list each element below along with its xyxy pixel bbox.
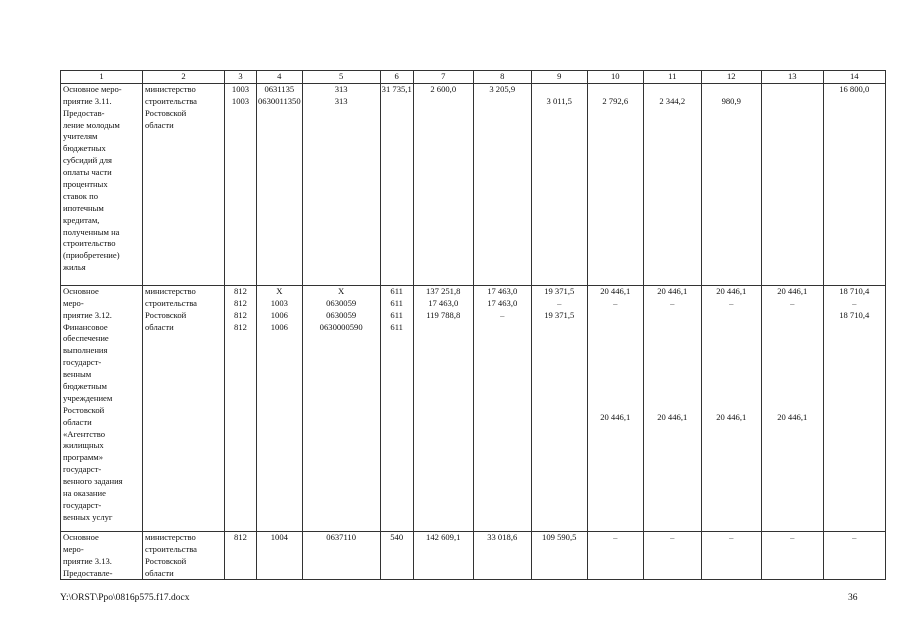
header-cell: 6 — [380, 71, 413, 84]
cell-value: 1006 — [270, 321, 288, 332]
value-cell — [473, 285, 531, 531]
cell-value: 137 251,8 — [426, 285, 461, 296]
dash-cell-value: – — [670, 531, 675, 542]
header-cell: 14 — [823, 71, 885, 84]
dash-cell-value: – — [790, 297, 795, 308]
cell-text-line: Ростовской — [63, 404, 105, 415]
value-cell — [225, 531, 257, 580]
cell-value: 980,9 — [721, 95, 741, 106]
cell-text-line: строительства — [145, 543, 197, 554]
dash-cell-value: – — [613, 297, 618, 308]
header-cell: 1 — [61, 71, 143, 84]
cell-text-line: приятие 3.12. — [63, 309, 112, 320]
cell-value: 2 344,2 — [659, 95, 686, 106]
cell-value: 20 446,1 — [600, 411, 631, 422]
cell-text-line: государст- — [63, 464, 102, 475]
cell-value: 1003 — [231, 95, 250, 106]
value-cell — [531, 285, 587, 531]
cell-value: 313 — [334, 83, 348, 94]
empty-line — [645, 84, 700, 96]
cell-value: 18 710,4 — [839, 309, 870, 320]
cell-value: 611 — [390, 297, 403, 308]
empty-line — [703, 310, 760, 322]
cell-text-line: Ростовской — [145, 309, 187, 320]
empty-line — [825, 96, 884, 108]
cell-value: 1003 — [231, 83, 250, 94]
document-path: Y:\ORST\Ppo\0816p575.f17.docx — [60, 593, 190, 603]
header-cell: 9 — [531, 71, 587, 84]
cell-value: 0631135 — [264, 83, 295, 94]
value-cell — [643, 83, 701, 285]
cell-text-line: учителям — [63, 131, 98, 142]
cell-text-line: меро- — [63, 543, 84, 554]
cell-value: 812 — [234, 297, 247, 308]
cell-value: 812 — [234, 285, 247, 296]
value-cell — [761, 531, 823, 580]
header-cell: 12 — [701, 71, 761, 84]
cell-value: 20 446,1 — [600, 285, 631, 296]
cell-value: 3 205,9 — [489, 83, 516, 94]
table-row — [61, 285, 886, 531]
value-cell — [257, 83, 303, 285]
cell-value: 109 590,5 — [542, 531, 577, 542]
value-cell — [257, 531, 303, 580]
value-cell — [302, 285, 380, 531]
activity-name-cell — [61, 531, 143, 580]
cell-value: 20 446,1 — [716, 285, 747, 296]
cell-text-line: на оказание — [63, 488, 106, 499]
cell-text-line: Основное меро- — [63, 83, 122, 94]
empty-line — [825, 322, 884, 334]
value-cell — [701, 83, 761, 285]
cell-value: 31 735,1 — [381, 83, 412, 94]
cell-value: 3 011,5 — [546, 95, 572, 106]
cell-text-line: Основное — [63, 285, 99, 296]
cell-text-line: жилья — [63, 262, 86, 273]
value-cell — [761, 285, 823, 531]
value-cell — [643, 285, 701, 531]
cell-text-line: бюджетных — [63, 143, 106, 154]
cell-text-line: венных услуг — [63, 511, 113, 522]
value-cell — [587, 285, 643, 531]
value-cell — [761, 83, 823, 285]
cell-text-line: кредитам, — [63, 214, 100, 225]
value-cell — [380, 83, 413, 285]
cell-value: 2 600,0 — [430, 83, 457, 94]
cell-value: 20 446,1 — [777, 285, 808, 296]
cell-value: 0630059 — [326, 297, 357, 308]
cell-text-line: процентных — [63, 179, 108, 190]
cell-text-line: ставок по — [63, 190, 99, 201]
empty-line — [589, 84, 642, 96]
value-cell — [413, 531, 473, 580]
cell-text-line: области — [145, 119, 174, 130]
cell-text-line: обеспечение — [63, 333, 109, 344]
value-cell — [302, 531, 380, 580]
cell-value: 33 018,6 — [487, 531, 518, 542]
cell-text-line: жилищных — [63, 440, 104, 451]
cell-value: 611 — [390, 309, 403, 320]
dash-cell-value: – — [790, 531, 795, 542]
cell-value: 0630059 — [326, 309, 357, 320]
empty-line — [763, 84, 822, 96]
cell-text-line: ление молодым — [63, 119, 120, 130]
cell-text-line: государст- — [63, 357, 102, 368]
cell-text-line: Ростовской — [145, 555, 187, 566]
value-cell — [587, 83, 643, 285]
empty-line — [645, 310, 700, 322]
empty-line — [533, 322, 586, 334]
cell-text-line: программ» — [63, 452, 104, 463]
value-cell — [225, 83, 257, 285]
cell-text-line: полученным на — [63, 226, 120, 237]
cell-value: 540 — [390, 531, 404, 542]
cell-value: 20 446,1 — [657, 411, 688, 422]
cell-value: 20 446,1 — [716, 411, 747, 422]
cell-text-line: субсидий для — [63, 155, 113, 166]
value-cell — [413, 83, 473, 285]
empty-line — [415, 322, 472, 334]
header-row — [61, 71, 886, 84]
value-cell — [225, 285, 257, 531]
cell-text-line: области — [145, 567, 174, 578]
cell-text-line: строительства — [145, 297, 197, 308]
cell-value: 17 463,0 — [487, 297, 518, 308]
cell-value: 142 609,1 — [426, 531, 461, 542]
cell-value: 1003 — [270, 297, 288, 308]
dash-cell-value: – — [729, 531, 734, 542]
cell-value: 1004 — [270, 531, 288, 542]
cell-value: 2 792,6 — [602, 95, 629, 106]
cell-text-line: ипотечным — [63, 202, 104, 213]
empty-line — [475, 322, 530, 334]
cell-value: 611 — [390, 285, 403, 296]
empty-line — [415, 96, 472, 108]
cell-value: 19 371,5 — [544, 309, 575, 320]
header-cell: 5 — [302, 71, 380, 84]
header-cell: 4 — [257, 71, 303, 84]
cell-text-line: строительства — [145, 95, 197, 106]
cell-value: 119 788,8 — [426, 309, 461, 320]
executor-cell — [143, 285, 225, 531]
cell-value: 812 — [234, 531, 247, 542]
cell-text-line: области — [145, 321, 174, 332]
page-number: 36 — [848, 593, 858, 603]
cell-text-line: Основное — [63, 531, 99, 542]
dash-cell-value: – — [852, 531, 857, 542]
dash-cell-value: – — [670, 297, 675, 308]
cell-text-line: Предоставле- — [63, 567, 113, 578]
cell-text-line: государст- — [63, 499, 102, 510]
value-cell — [257, 285, 303, 531]
cell-value: 611 — [390, 321, 403, 332]
cell-value: 313 — [334, 95, 348, 106]
value-cell — [531, 531, 587, 580]
cell-value: 20 446,1 — [657, 285, 688, 296]
dash-cell-value: – — [852, 297, 857, 308]
value-cell — [643, 531, 701, 580]
activity-name-cell — [61, 285, 143, 531]
table-row — [61, 531, 886, 580]
header-cell: 2 — [143, 71, 225, 84]
cell-value: 19 371,5 — [544, 285, 575, 296]
cell-text-line: министерство — [145, 531, 196, 542]
header-cell: 11 — [643, 71, 701, 84]
value-cell — [531, 83, 587, 285]
value-cell — [380, 531, 413, 580]
cell-text-line: министерство — [145, 83, 196, 94]
cell-value: 18 710,4 — [839, 285, 870, 296]
dash-cell-value: – — [557, 297, 562, 308]
empty-line — [763, 96, 822, 108]
cell-text-line: области — [63, 416, 92, 427]
value-cell — [473, 83, 531, 285]
dash-cell-value: – — [500, 309, 505, 320]
cell-value: 17 463,0 — [428, 297, 459, 308]
empty-line — [589, 310, 642, 322]
cell-value: 0637110 — [326, 531, 357, 542]
cell-value: 17 463,0 — [487, 285, 518, 296]
table-row — [61, 83, 886, 285]
header-cell: 10 — [587, 71, 643, 84]
value-cell — [823, 83, 885, 285]
header-cell: 8 — [473, 71, 531, 84]
cell-value: 20 446,1 — [777, 411, 808, 422]
empty-line — [763, 310, 822, 322]
cell-value: 0630011350 — [258, 95, 301, 106]
empty-line — [475, 96, 530, 108]
header-cell: 13 — [761, 71, 823, 84]
cell-text-line: венного задания — [63, 476, 123, 487]
cell-text-line: Предостав- — [63, 107, 105, 118]
budget-table — [60, 70, 886, 580]
cell-text-line: приятие 3.13. — [63, 555, 112, 566]
cell-value: 1006 — [270, 309, 288, 320]
cell-text-line: бюджетным — [63, 381, 107, 392]
cell-text-line: строительство — [63, 238, 116, 249]
value-cell — [823, 531, 885, 580]
cell-value: 16 800,0 — [839, 83, 870, 94]
cell-value: X — [276, 285, 283, 296]
cell-text-line: (приобретение) — [63, 250, 120, 261]
value-cell — [587, 531, 643, 580]
cell-value: 812 — [234, 321, 247, 332]
empty-line — [382, 96, 412, 108]
value-cell — [413, 285, 473, 531]
cell-text-line: министерство — [145, 285, 196, 296]
cell-text-line: Финансовое — [63, 321, 108, 332]
cell-value: 0630000590 — [319, 321, 363, 332]
value-cell — [701, 285, 761, 531]
value-cell — [380, 285, 413, 531]
executor-cell — [143, 83, 225, 285]
header-cell: 3 — [225, 71, 257, 84]
cell-text-line: учреждением — [63, 392, 113, 403]
cell-value: X — [338, 285, 345, 296]
cell-value: 812 — [234, 309, 247, 320]
cell-text-line: «Агентство — [63, 428, 106, 439]
executor-cell — [143, 531, 225, 580]
cell-text-line: оплаты части — [63, 167, 112, 178]
empty-line — [703, 84, 760, 96]
cell-text-line: меро- — [63, 297, 84, 308]
empty-line — [533, 84, 586, 96]
value-cell — [701, 531, 761, 580]
dash-cell-value: – — [729, 297, 734, 308]
value-cell — [823, 285, 885, 531]
cell-text-line: Ростовской — [145, 107, 187, 118]
dash-cell-value: – — [613, 531, 618, 542]
cell-text-line: венным — [63, 369, 92, 380]
value-cell — [473, 531, 531, 580]
value-cell — [302, 83, 380, 285]
header-cell: 7 — [413, 71, 473, 84]
cell-text-line: выполнения — [63, 345, 108, 356]
cell-text-line: приятие 3.11. — [63, 95, 112, 106]
activity-name-cell — [61, 83, 143, 285]
